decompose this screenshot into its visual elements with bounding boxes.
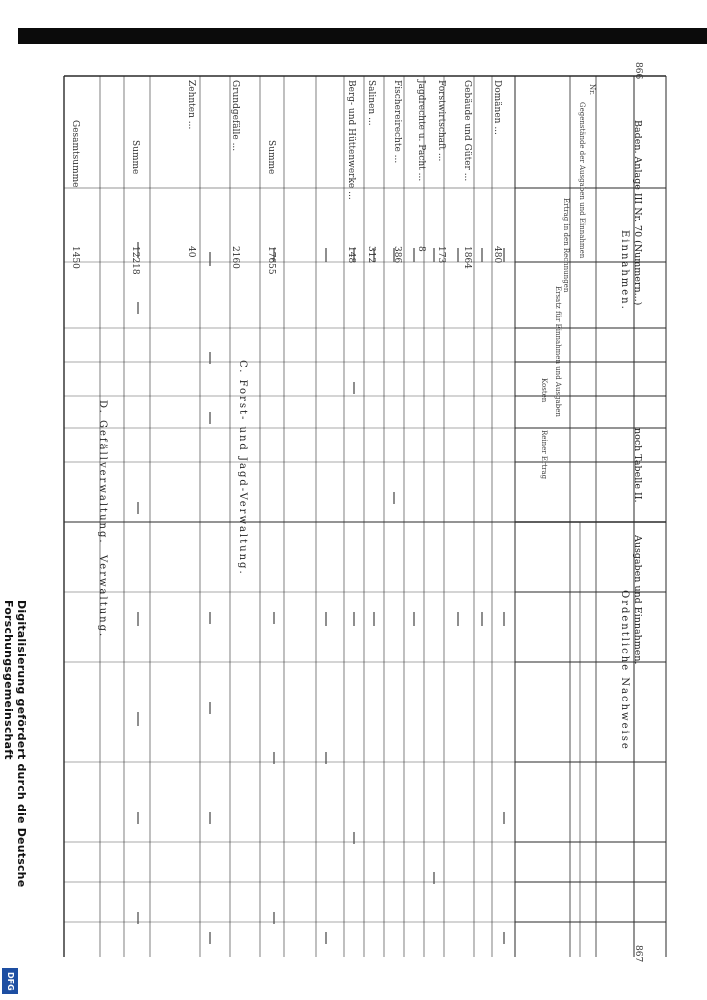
row-label-11: Summe [130, 140, 140, 175]
page-number-right: 867 [633, 945, 643, 963]
row-value-12: 1450 [70, 246, 80, 269]
row-label-1: Domänen ... [492, 80, 502, 135]
dfg-logo: DFG [2, 968, 18, 994]
row-label-2: Gebäude und Güter ... [462, 80, 472, 182]
section-d-label: D. Gefällverwaltung. [97, 400, 108, 545]
section-right-heading: Ordentliche Nachweise [619, 590, 630, 751]
row-label-8: Summe [266, 140, 276, 175]
row-label-7: Berg- und Hüttenwerke ... [346, 80, 356, 200]
row-label-4: Jagdrechte u. Pacht ... [416, 80, 426, 182]
col-head-6: Reiner Ertrag [540, 430, 548, 480]
row-label-12: Gesamtsumme [70, 120, 80, 188]
row-value-6: 312 [366, 246, 376, 264]
row-value-3: 173 [436, 246, 446, 264]
row-label-5: Fischereirechte ... [392, 80, 402, 164]
col-head-3: Ertrag in den Rechnungen [562, 198, 570, 293]
digitization-credit [0, 600, 28, 980]
row-label-9: Grundgefälle ... [230, 80, 240, 152]
row-value-4: 8 [416, 246, 426, 252]
row-value-2: 1864 [462, 246, 472, 269]
row-value-9: 2160 [230, 246, 240, 269]
running-head-left: Baden. Anlage III Nr. 70 (Nummern...) [632, 120, 643, 306]
top-black-bar [18, 28, 707, 44]
row-label-3: Forstwirtschaft ... [436, 80, 446, 162]
row-value-5: 386 [392, 246, 402, 264]
row-value-7: 148 [346, 246, 356, 264]
running-head-right: Ausgaben und Einnahmen. [632, 535, 643, 665]
row-value-11: 12218 [130, 246, 140, 275]
row-value-10: 40 [186, 246, 196, 258]
section-c-label: C. Forst- und Jagd-Verwaltung. [237, 360, 248, 576]
col-head-4: Ersatz für Einnahmen und Ausgaben [554, 286, 562, 417]
credit-text: Digitalisierung gefördert durch die Deutsche Forschungsgemeinschaft [2, 600, 28, 888]
section-left-heading: Einnahmen. [619, 230, 630, 311]
col-head-5: Kosten [540, 378, 548, 403]
col-head-2: Gegenstände der Ausgaben und Einnahmen [578, 102, 586, 259]
running-head-center: noch Tabelle II. [632, 428, 643, 503]
row-label-6: Salinen ... [366, 80, 376, 126]
row-label-10: Zehnten ... [186, 80, 196, 130]
col-head-1: Nr. [588, 84, 596, 95]
row-value-1: 480 [492, 246, 502, 264]
page-number-left: 866 [633, 62, 643, 80]
row-value-8: 17655 [266, 246, 276, 275]
section-e-label: Verwaltung. [97, 555, 108, 639]
